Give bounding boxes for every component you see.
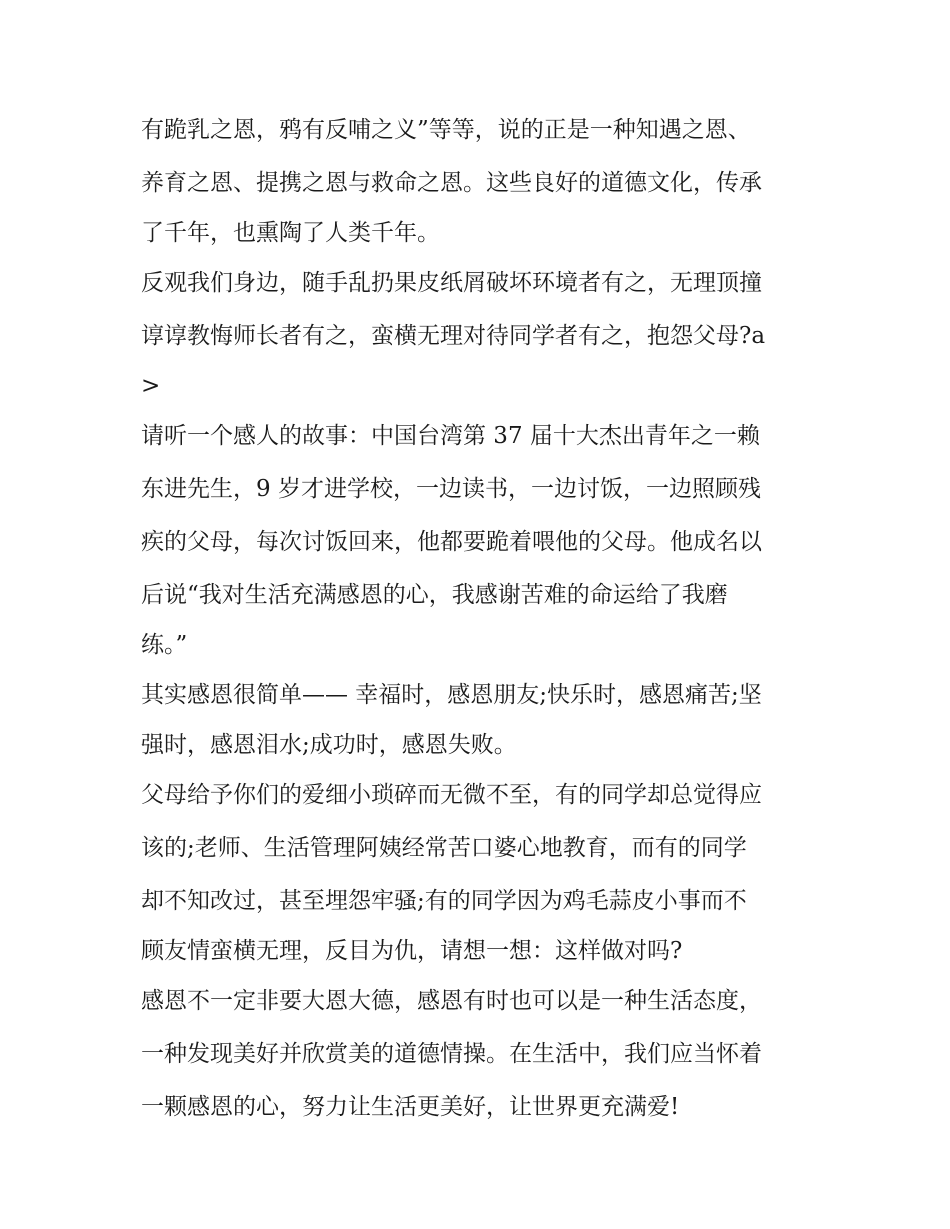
text-line: 强时，感恩泪水;成功时，感恩失败。 [141,732,517,758]
text-line: 请听一个感人的故事：中国台湾第 37 届十大杰出青年之一赖 [141,423,760,449]
text-line: 后说“我对生活充满感恩的心，我感谢苦难的命运给了我磨 [141,582,728,608]
document-body [141,104,813,1134]
text-line: 却不知改过，甚至埋怨牢骚;有的同学因为鸡毛蒜皮小事而不 [141,888,747,914]
text-line: 谆谆教悔师长者有之，蛮横无理对待同学者有之，抱怨父母?a [141,323,766,349]
text-line: 有跪乳之恩，鸦有反哺之义”等等，说的正是一种知遇之恩、 [141,117,751,143]
text-line: 一种发现美好并欣赏美的道德情操。在生活中，我们应当怀着 [141,1041,762,1067]
text-line: 其实感恩很简单—— 幸福时，感恩朋友;快乐时，感恩痛苦;坚 [141,682,762,708]
text-line: 反观我们身边，随手乱扔果皮纸屑破坏环境者有之，无理顶撞 [141,270,762,296]
text-line: 该的;老师、生活管理阿姨经常苦口婆心地教育，而有的同学 [141,835,747,861]
text-line: 顾友情蛮横无理，反目为仇，请想一想：这样做对吗? [141,938,683,964]
text-line: 一颗感恩的心，努力让生活更美好，让世界更充满爱! [141,1094,680,1120]
text-line: 东进先生，9 岁才进学校，一边读书，一边讨饭，一边照顾残 [141,476,761,502]
text-line: 练。” [141,632,188,658]
text-line: 父母给予你们的爱细小琐碎而无微不至，有的同学却总觉得应 [141,782,762,808]
text-line: > [141,373,161,399]
text-line: 感恩不一定非要大恩大德，感恩有时也可以是一种生活态度， [141,988,762,1014]
text-line: 了千年，也熏陶了人类千年。 [141,220,440,246]
text-line: 养育之恩、提携之恩与救命之恩。这些良好的道德文化，传承 [141,170,762,196]
text-line: 疾的父母，每次讨饭回来，他都要跪着喂他的父母。他成名以 [141,529,762,555]
